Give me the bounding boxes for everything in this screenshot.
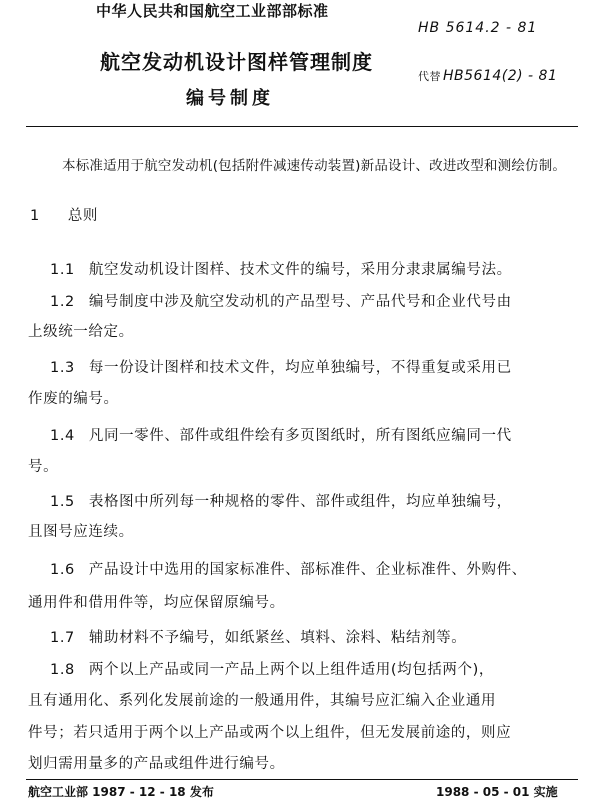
- clause-1-6: [50, 558, 527, 579]
- clause-1-8-continuation: 件号；若只适用于两个以上产品或两个以上组件，但无发展前途的，则应: [28, 725, 512, 741]
- effective-date: 1988 - 05 - 01 实施: [436, 785, 558, 799]
- clause-number: 1.6: [50, 562, 75, 578]
- clause-text: 辅助材料不予编号，如纸紧丝、填料、涂料、粘结剂等。: [88, 630, 467, 646]
- header-divider: [26, 126, 578, 127]
- clause-text: 每一份设计图样和技术文件，均应单独编号，不得重复或采用已: [88, 360, 512, 376]
- clause-number: 1.5: [50, 494, 75, 510]
- clause-1-4-continuation: 号。: [28, 459, 59, 475]
- clause-text: 编号制度中涉及航空发动机的产品型号、产品代号和企业代号由: [88, 294, 512, 310]
- issue-date: 航空工业部 1987 - 12 - 18 发布: [28, 785, 214, 799]
- clause-number: 1.4: [50, 428, 75, 444]
- clause-1-7: [50, 626, 466, 647]
- standard-number: HB 5614.2 - 81: [418, 20, 538, 36]
- document-title: 航空发动机设计图样管理制度: [100, 50, 373, 74]
- clause-1-8-continuation: 且有通用化、系列化发展前途的一般通用件，其编号应汇编入企业通用: [28, 693, 497, 709]
- clause-number: 1.2: [50, 294, 75, 310]
- clause-1-4: [50, 424, 512, 445]
- clause-1-5-continuation: 且图号应连续。: [28, 524, 134, 540]
- replaces-prefix: 代替: [418, 70, 441, 83]
- clause-1-6-continuation: 通用件和借用件等，均应保留原编号。: [28, 595, 285, 611]
- document-subtitle: 编号制度: [186, 88, 274, 109]
- issuing-organization: 中华人民共和国航空工业部部标准: [96, 2, 329, 20]
- footer-divider: [26, 779, 578, 780]
- clause-number: 1.7: [50, 630, 75, 646]
- clause-number: 1.1: [50, 262, 75, 278]
- clause-1-8: [50, 658, 494, 679]
- replaces-number: HB5614(2) - 81: [443, 68, 558, 84]
- section-heading: [30, 204, 98, 225]
- clause-number: 1.8: [50, 662, 75, 678]
- clause-1-1: [50, 258, 512, 279]
- clause-1-2-continuation: 上级统一给定。: [28, 324, 134, 340]
- clause-1-8-continuation: 划归需用量多的产品或组件进行编号。: [28, 756, 285, 772]
- replaces-standard: [418, 68, 557, 84]
- clause-1-5: [50, 490, 512, 511]
- clause-text: 凡同一零件、部件或组件绘有多页图纸时，所有图纸应编同一代: [88, 428, 512, 444]
- clause-text: 航空发动机设计图样、技术文件的编号，采用分隶隶属编号法。: [88, 262, 512, 278]
- clause-number: 1.3: [50, 360, 75, 376]
- clause-text: 产品设计中选用的国家标准件、部标准件、企业标准件、外购件、: [88, 562, 527, 578]
- section-title: 总则: [67, 208, 99, 224]
- clause-text: 表格图中所列每一种规格的零件、部件或组件，均应单独编号，: [88, 494, 512, 510]
- clause-text: 两个以上产品或同一产品上两个以上组件适用(均包括两个)，: [88, 662, 494, 678]
- clause-1-3-continuation: 作废的编号。: [28, 391, 119, 407]
- scope-statement: 本标准适用于航空发动机(包括附件减速传动装置)新品设计、改进改型和测绘仿制。: [62, 158, 567, 174]
- clause-1-3: [50, 356, 512, 377]
- clause-1-2: [50, 290, 512, 311]
- section-number: 1: [30, 208, 40, 224]
